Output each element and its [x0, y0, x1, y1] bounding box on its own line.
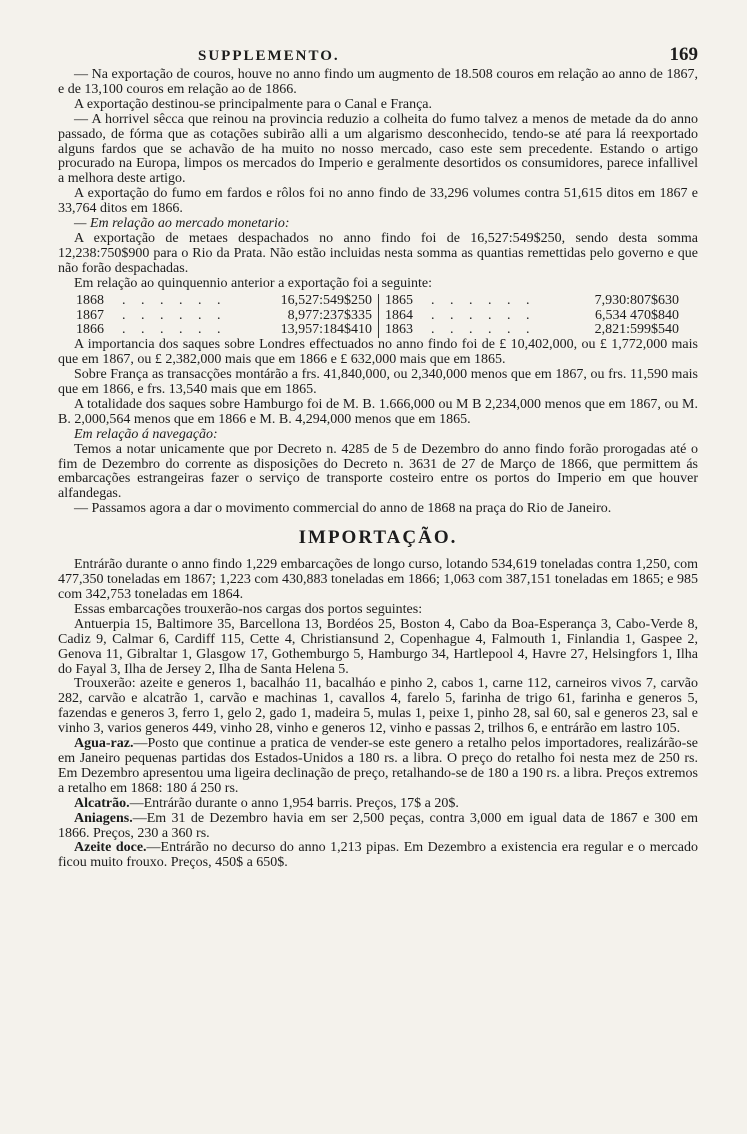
subheading-mercado-monetario: — Em relação ao mercado monetario:: [74, 216, 290, 232]
paragraph-embarcacoes: Entrárão durante o anno findo 1,229 embarcações de longo curso, lotando 534,619 toneladas contra 1,250, com 477,350 toneladas em 1867; 1,223 com 430,883 toneladas em 1866; 1,063 com 387,151 toneladas em 1865; e 985 com 342,753 toneladas em 1864.: [58, 557, 699, 602]
paragraph-saques-hamburgo: A totalidade dos saques sobre Hamburgo foi de M. B. 1.666,000 ou M B 2,234,000 menos que em 1867, ou M. B. 2,000,564 menos que em 1866 e M. B. 4,294,000 menos que em 1865.: [58, 396, 698, 427]
paragraph-destino: A exportação destinou-se principalmente para o Canal e França.: [74, 96, 433, 112]
table-column-left: [76, 294, 378, 339]
paragraph-fumo-exportacao: A exportação do fumo em fardos e rôlos foi no anno findo de 33,296 volumes contra 51,615 ditos em 1867 e 33,764 ditos em 1866.: [58, 186, 698, 217]
section-title: IMPORTAÇÃO.: [298, 527, 458, 549]
paragraph-trouxerao: Trouxerão: azeite e generos 1, bacalháo 11, bacalháo e pinho 2, cabos 1, carne 112, carneiros vivos 7, carvão 282, carvão e alcatrão 1, carvão e machinas 1, cavallos 4, farelo 5, farinha de trigo 61, farinha e generos 5, fazendas e generos 3, ferro 1, gelo 2, gado 1, madeira 5, mulas 1, peixe 1, pinho 28, sal 60, sal e generos 23, sal e vinho 3, varios generos 449, vinho 28, vinho e generos 12, vinho e passas 2, trilhos 6, e entrárão em lastro 105.: [58, 676, 698, 737]
paragraph-fumo-secca: — A horrivel sêcca que reinou na provincia reduzio a colheita do fumo talvez a menos de metade da do anno passado, de fórma que as cotações subirão alli a um algarismo desconhecido, tendo-se até para lá reexportado alguns fardos que se achavão de ha muito no nosso mercado, caso este sem precedente. Estando o artigo procurado na Europa, limpos os mercados do Imperio e geralmente desortidos os consumidores, parece infallivel a melhora deste artigo.: [58, 111, 698, 187]
paragraph-quinquennio: Em relação ao quinquennio anterior a exportação foi a seguinte:: [74, 275, 433, 291]
paragraph-movimento: — Passamos agora a dar o movimento commercial do anno de 1868 na praça do Rio de Janeiro.: [74, 501, 612, 517]
document-page: [58, 44, 698, 871]
paragraph-portos: Antuerpia 15, Baltimore 35, Barcellona 13, Bordéos 25, Boston 4, Cabo da Boa-Esperança 3, Cabo-Verde 8, Cadiz 9, Calmar 6, Cardiff 115, Cette 4, Christiansund 2, Copenhague 4, Falmouth 1, Finlandia 1, Gaspee 2, Genova 11, Gibraltar 1, Glasgow 17, Gothemburgo 5, Hamburgo 34, Hartlepool 4, Havre 27, Helsingfors 1, Ilha do Fayal 3, Ilha de Jersey 2, Ilha de Santa Helena 5.: [58, 616, 698, 677]
paragraph-saques-franca: Sobre França as transacções montárão a frs. 41,840,000, ou 2,340,000 menos que em 1867, ou frs. 11,590 mais que em 1866, e frs. 13,540 mais que em 1865.: [58, 367, 698, 398]
table-column-right: [378, 294, 685, 339]
table-row: 1868 . . . . . . 16,527:549$250: [76, 292, 372, 308]
running-title: SUPPLEMENTO.: [198, 48, 340, 64]
table-row: 1866 . . . . . . 13,957:184$410: [76, 322, 372, 338]
table-row: 1863 . . . . . . 2,821:599$540: [385, 322, 679, 338]
table-row: 1864 . . . . . . 6,534 470$840: [385, 307, 679, 323]
table-row: 1865 . . . . . . 7,930:807$630: [385, 292, 679, 308]
subheading-navegacao: Em relação á navegação:: [74, 426, 218, 442]
table-row: 1867 . . . . . . 8,977:237$335: [76, 307, 372, 323]
page-header: [58, 44, 698, 68]
page-number: 169: [669, 44, 698, 65]
paragraph-decreto: Temos a notar unicamente que por Decreto n. 4285 de 5 de Dezembro do anno findo forão prorogadas até o fim de Dezembro do corrente as disposições do Decreto n. 3631 de 27 de Março de 1866, que permittem ás embarcações estrangeiras fazer o serviço de transporte costeiro entre os portos do Imperio em que houver alfandegas.: [58, 441, 698, 502]
entry-azeite-doce: Azeite doce.—Entrárão no decurso do anno 1,213 pipas. Em Dezembro a existencia era regular e o mercado ficou muito frouxo. Preços, 450$ a 650$.: [58, 840, 698, 871]
exportacao-table: [76, 294, 698, 339]
entry-aniagens: Aniagens.—Em 31 de Dezembro havia em ser 2,500 peças, contra 3,000 em igual data de 1867 e 300 em 1866. Preços, 230 a 360 rs.: [58, 810, 698, 841]
entry-agua-raz: Agua-raz.—Posto que continue a pratica de vender-se este genero a retalho pelos importadores, realizárão-se em Janeiro pequenas partidas dos Estados-Unidos a 180 rs. a libra. O preço do retalho foi nesta mez de 250 rs. Em Dezembro apresentou uma ligeira declinação de preço, retalhando-se de 180 a 190 rs. a libra. Preços extremos a retalho em 1868: 180 á 250 rs.: [58, 736, 698, 796]
entry-alcatrao: Alcatrão.—Entrárão durante o anno 1,954 barris. Preços, 17$ a 20$.: [74, 795, 459, 811]
paragraph-metaes: A exportação de metaes despachados no anno findo foi de 16,527:549$250, sendo desta somma 12,238:750$900 para o Rio da Prata. Não estão incluidas nesta somma as quantias remettidas pelo governo e que não forão despachadas.: [58, 230, 698, 276]
paragraph-saques-londres: A importancia dos saques sobre Londres effectuados no anno findo foi de £ 10,402,000, ou £ 1,772,000 mais que em 1867, ou £ 2,382,000 mais que em 1866 e £ 632,000 mais que em 1865.: [58, 337, 698, 368]
paragraph-couros: — Na exportação de couros, houve no anno findo um augmento de 18.508 couros em relação ao anno de 1867, e de 13,100 couros em relação ao de 1866.: [58, 67, 698, 97]
paragraph-cargas: Essas embarcações trouxerão-nos cargas dos portos seguintes:: [74, 601, 423, 617]
